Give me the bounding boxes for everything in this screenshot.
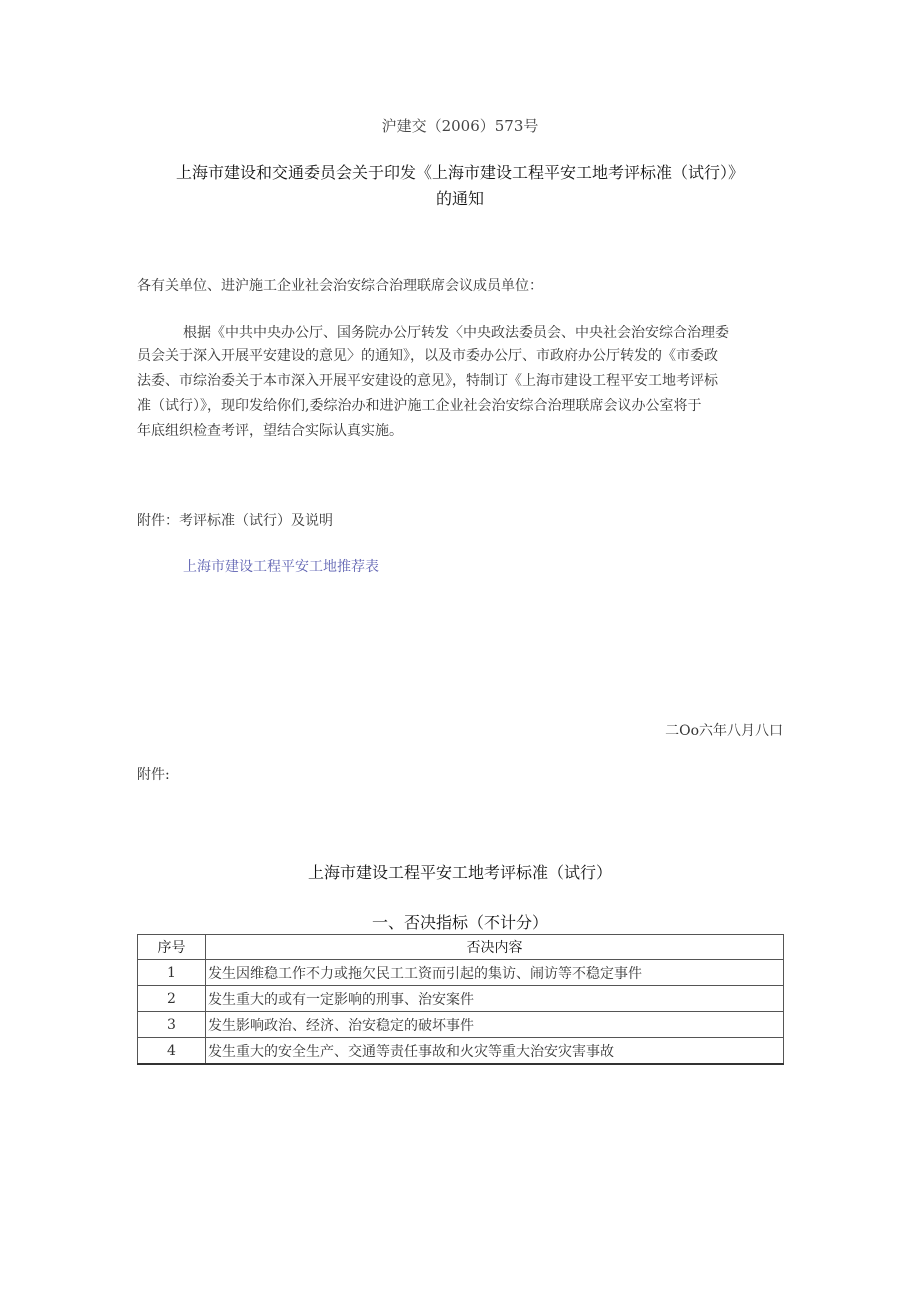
salutation: 各有关单位、进沪施工企业社会治安综合治理联席会议成员单位： xyxy=(137,278,543,294)
row-content: 发生重大的或有一定影响的刑事、治安案件 xyxy=(206,986,784,1012)
issue-date: 二Oo六年八月八口 xyxy=(665,723,783,739)
document-number: 沪建交（2006）573号 xyxy=(381,117,539,135)
body-paragraph-line: 准（试行）》，现印发给你们,委综治办和进沪施工企业社会治安综合治理联席会议办公室将于 xyxy=(137,398,702,414)
column-header-number: 序号 xyxy=(138,935,206,960)
row-content: 发生重大的安全生产、交通等责任事故和火灾等重大治安灾害事故 xyxy=(206,1038,784,1065)
row-number: 3 xyxy=(138,1012,206,1038)
body-paragraph-line: 年底组织检查考评，望结合实际认真实施。 xyxy=(137,423,403,439)
row-content: 发生影响政治、经济、治安稳定的破坏事件 xyxy=(206,1012,784,1038)
attachment-label: 附件: xyxy=(137,767,170,783)
table-row xyxy=(138,1038,784,1065)
standard-title: 上海市建设工程平安工地考评标准（试行） xyxy=(307,863,612,882)
section-title: 一、否决指标（不计分） xyxy=(371,913,548,932)
notice-title-line-2: 的通知 xyxy=(435,189,484,208)
body-paragraph-line: 员会关于深入开展平安建设的意见〉的通知》，以及市委办公厅、市政府办公厅转发的《市委政 xyxy=(137,348,718,364)
row-number: 1 xyxy=(138,960,206,986)
table-row xyxy=(138,986,784,1012)
table-header-row xyxy=(138,935,784,960)
column-header-content: 否决内容 xyxy=(206,935,784,960)
table-row xyxy=(138,960,784,986)
recommendation-form-link[interactable]: 上海市建设工程平安工地推荐表 xyxy=(183,559,379,575)
veto-indicators-table xyxy=(137,934,784,1065)
row-content: 发生因维稳工作不力或拖欠民工工资而引起的集访、闹访等不稳定事件 xyxy=(206,960,784,986)
body-paragraph-line: 法委、市综治委关于本市深入开展平安建设的意见》，特制订《上海市建设工程平安工地考评标 xyxy=(137,373,718,389)
row-number: 2 xyxy=(138,986,206,1012)
table-row xyxy=(138,1012,784,1038)
attachment-description: 附件：考评标准（试行）及说明 xyxy=(137,513,333,529)
notice-title-line-1: 上海市建设和交通委员会关于印发《上海市建设工程平安工地考评标准（试行）》 xyxy=(175,163,744,182)
row-number: 4 xyxy=(138,1038,206,1065)
body-paragraph-line: 根据《中共中央办公厅、国务院办公厅转发〈中央政法委员会、中央社会治安综合治理委 xyxy=(183,325,729,341)
